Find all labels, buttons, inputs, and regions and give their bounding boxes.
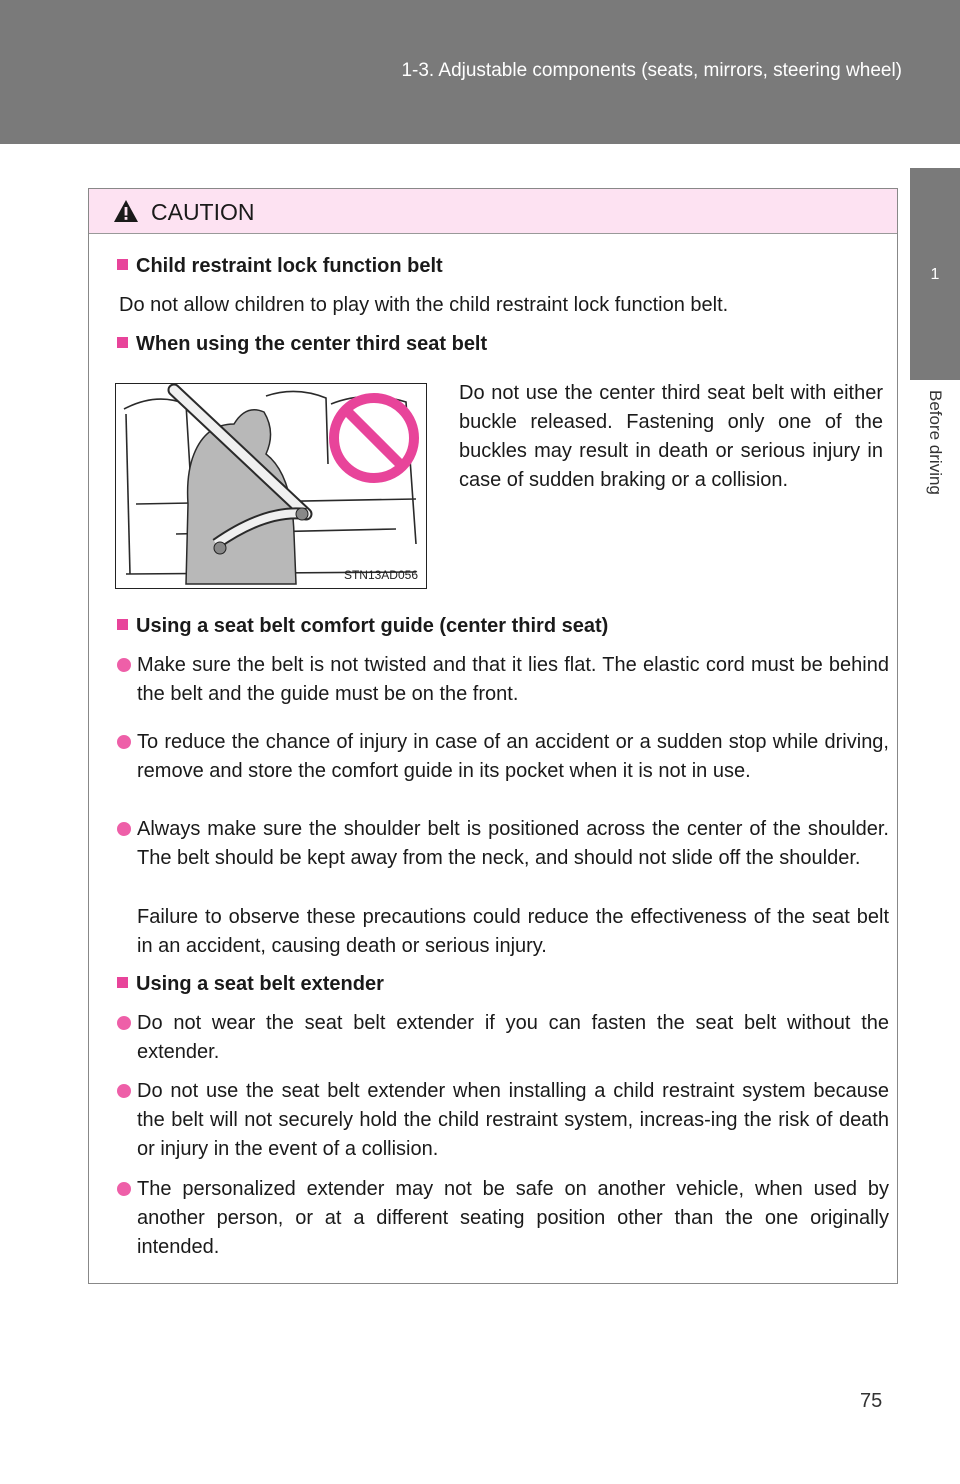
caution-header [89, 189, 897, 234]
section-text-child-lock: Do not allow children to play with the child restraint lock function belt. [119, 294, 729, 316]
bullet-text: Do not use the seat belt extender when installing a child restraint system because the belt will not securely hold the child restraint system, increas-ing the risk of death or injury in the event of a collision. [137, 1080, 889, 1160]
chapter-label: Before driving [926, 390, 945, 495]
section-title: 1-3. Adjustable components (seats, mirrors, steering wheel) [401, 60, 902, 81]
list-item [117, 1077, 889, 1164]
page-header [0, 0, 960, 144]
bullet-text: The personalized extender may not be safe on another vehicle, when used by another person, or at a different seating position other than the one originally intended. [137, 1178, 889, 1258]
round-bullet-icon [117, 658, 131, 672]
seat-belt-illustration [115, 383, 427, 589]
figure-code: STN13AD056 [343, 568, 418, 582]
note-text: Failure to observe these precautions could reduce the effectiveness of the seat belt in an accident, causing death or serious injury. [137, 906, 889, 957]
chapter-number: 1 [930, 266, 940, 283]
heading-text: When using the center third seat belt [136, 333, 488, 355]
bullet-text: To reduce the chance of injury in case of an accident or a sudden stop while driving, remove and store the comfort guide in its pocket when it is not in use. [137, 731, 889, 782]
list-item [117, 815, 889, 873]
round-bullet-icon [117, 1016, 131, 1030]
chapter-tab [910, 168, 960, 380]
list-item [117, 728, 889, 786]
heading-text: Child restraint lock function belt [136, 255, 443, 277]
square-bullet-icon [117, 619, 128, 630]
warning-triangle-icon [113, 199, 139, 223]
round-bullet-icon [117, 1182, 131, 1196]
bullet-text: Make sure the belt is not twisted and that it lies flat. The elastic cord must be behind the belt and the guide must be on the front. [137, 654, 889, 705]
center-belt-warning-text: Do not use the center third seat belt with either buckle released. Fastening only one of the buckles may result in death or serious injury in case of sudden braking or a collision. [459, 382, 883, 491]
heading-text: Using a seat belt comfort guide (center third seat) [136, 615, 609, 637]
square-bullet-icon [117, 259, 128, 270]
list-item [117, 1009, 889, 1067]
section-heading-child-lock [117, 255, 443, 278]
comfort-guide-note [117, 903, 889, 961]
round-bullet-icon [117, 1084, 131, 1098]
heading-text: Using a seat belt extender [136, 973, 384, 995]
square-bullet-icon [117, 977, 128, 988]
round-bullet-icon [117, 822, 131, 836]
page-number: 75 [860, 1390, 883, 1412]
section-heading-center-belt [117, 333, 487, 356]
list-item [117, 1175, 889, 1262]
caution-box [88, 188, 898, 1284]
chapter-label-wrap [913, 390, 957, 540]
round-bullet-icon [117, 735, 131, 749]
square-bullet-icon [117, 337, 128, 348]
caution-title: CAUTION [151, 199, 255, 225]
section-heading-comfort-guide [117, 615, 608, 638]
section-heading-extender [117, 973, 384, 996]
seat-illustration-drawing [116, 384, 426, 588]
list-item [117, 651, 889, 709]
bullet-text: Always make sure the shoulder belt is positioned across the center of the shoulder. The belt should be kept away from the neck, and should not slide off the shoulder. [137, 818, 889, 869]
bullet-text: Do not wear the seat belt extender if you can fasten the seat belt without the extender. [137, 1012, 889, 1063]
